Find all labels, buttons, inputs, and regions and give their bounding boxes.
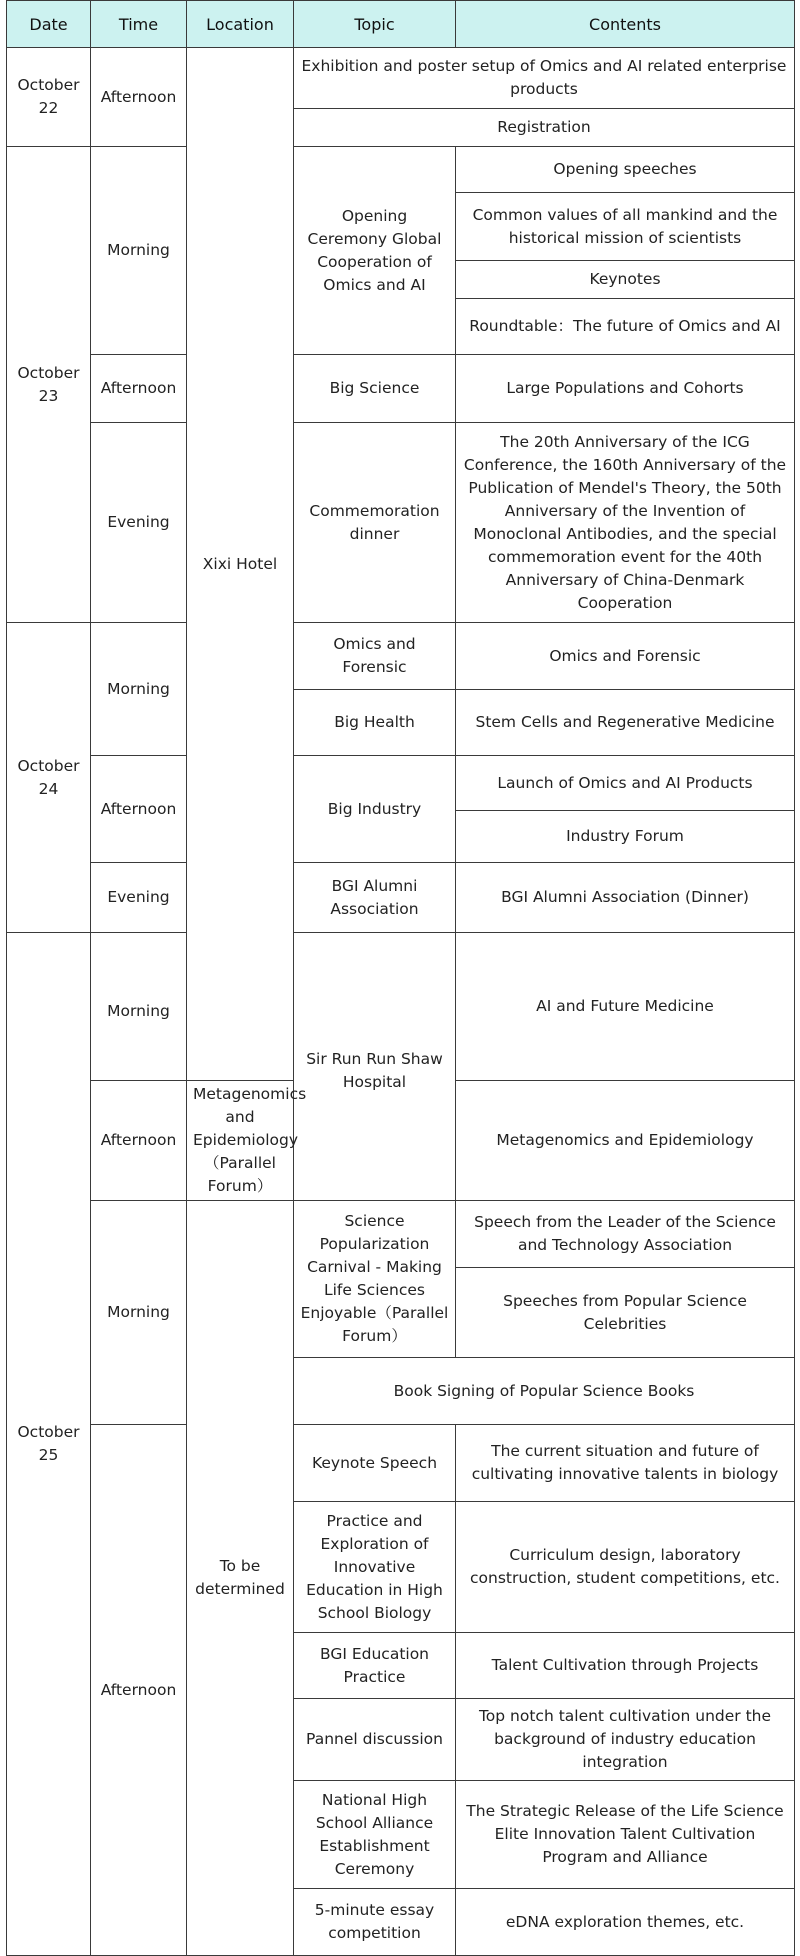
header-time: Time xyxy=(91,1,187,48)
table-row xyxy=(7,355,795,423)
contents-cell: Omics and Forensic xyxy=(456,623,795,690)
date-cell: October 23 xyxy=(7,147,91,623)
topic-cell: Pannel discussion xyxy=(294,1699,456,1781)
table-row xyxy=(7,48,795,109)
header-date: Date xyxy=(7,1,91,48)
table-row xyxy=(7,147,795,193)
table-row xyxy=(7,863,795,933)
topic-cell: Big Industry xyxy=(294,756,456,863)
table-row xyxy=(7,423,795,623)
contents-cell: The current situation and future of cultivating innovative talents in biology xyxy=(456,1425,795,1502)
time-cell: Afternoon xyxy=(91,1425,187,1956)
header-location: Location xyxy=(187,1,294,48)
topic-cell: Metagenomics and Epidemiology（Parallel Forum） xyxy=(187,1081,294,1201)
time-cell: Morning xyxy=(91,623,187,756)
time-cell: Afternoon xyxy=(91,355,187,423)
contents-cell: The 20th Anniversary of the ICG Conference, the 160th Anniversary of the Publication of Mendel's Theory, the 50th Anniversary of the Invention of Monoclonal Antibodies, and the special commemoration event for the 40th Anniversary of China-Denmark Cooperation xyxy=(456,423,795,623)
contents-cell: The Strategic Release of the Life Science Elite Innovation Talent Cultivation Program and Alliance xyxy=(456,1781,795,1889)
date-cell: October 22 xyxy=(7,48,91,147)
time-cell: Morning xyxy=(91,147,187,355)
topic-cell: BGI Education Practice xyxy=(294,1633,456,1699)
contents-cell: Speeches from Popular Science Celebrities xyxy=(456,1268,795,1358)
table-row xyxy=(7,623,795,690)
contents-cell: Metagenomics and Epidemiology xyxy=(456,1081,795,1201)
header-contents: Contents xyxy=(456,1,795,48)
contents-cell: Large Populations and Cohorts xyxy=(456,355,795,423)
table-row xyxy=(7,933,795,1030)
topic-cell: Omics and Forensic xyxy=(294,623,456,690)
location-cell: Sir Run Run Shaw Hospital xyxy=(294,933,456,1201)
topic-cell: Opening Ceremony Global Cooperation of Omics and AI xyxy=(294,147,456,355)
topic-cell: Commemoration dinner xyxy=(294,423,456,623)
contents-cell: Common values of all mankind and the historical mission of scientists xyxy=(456,193,795,261)
topic-cell: 5-minute essay competition xyxy=(294,1889,456,1956)
contents-cell: Launch of Omics and AI Products xyxy=(456,756,795,811)
date-cell: October 24 xyxy=(7,623,91,933)
contents-cell: Keynotes xyxy=(456,261,795,299)
topic-cell: National High School Alliance Establishment Ceremony xyxy=(294,1781,456,1889)
date-cell: October 25 xyxy=(7,933,91,1956)
contents-cell: Roundtable：The future of Omics and AI xyxy=(456,299,795,355)
location-cell: Xixi Hotel xyxy=(187,48,294,1081)
contents-cell: BGI Alumni Association (Dinner) xyxy=(456,863,795,933)
header-row xyxy=(7,1,795,48)
time-cell: Evening xyxy=(91,423,187,623)
time-cell: Morning xyxy=(91,1201,187,1425)
time-cell: Afternoon xyxy=(91,756,187,863)
contents-cell: Opening speeches xyxy=(456,147,795,193)
topic-cell: BGI Alumni Association xyxy=(294,863,456,933)
topic-cell: Practice and Exploration of Innovative Education in High School Biology xyxy=(294,1502,456,1633)
contents-cell: Book Signing of Popular Science Books xyxy=(294,1358,795,1425)
contents-cell: Curriculum design, laboratory construction, student competitions, etc. xyxy=(456,1502,795,1633)
time-cell: Afternoon xyxy=(91,48,187,147)
time-cell: Morning xyxy=(91,933,187,1081)
topic-cell: Keynote Speech xyxy=(294,1425,456,1502)
contents-cell: Registration xyxy=(294,109,795,147)
location-cell: To be determined xyxy=(187,1201,294,1956)
time-cell: Afternoon xyxy=(91,1081,187,1201)
contents-cell: Top notch talent cultivation under the background of industry education integration xyxy=(456,1699,795,1781)
table-row xyxy=(7,1201,795,1268)
header-topic: Topic xyxy=(294,1,456,48)
contents-cell: Exhibition and poster setup of Omics and AI related enterprise products xyxy=(294,48,795,109)
contents-cell: Stem Cells and Regenerative Medicine xyxy=(456,690,795,756)
schedule-table xyxy=(6,0,795,1956)
contents-cell: eDNA exploration themes, etc. xyxy=(456,1889,795,1956)
topic-cell: Big Science xyxy=(294,355,456,423)
topic-cell: AI and Future Medicine xyxy=(456,933,795,1081)
contents-cell: Speech from the Leader of the Science and Technology Association xyxy=(456,1201,795,1268)
table-row xyxy=(7,1425,795,1502)
table-row xyxy=(7,756,795,811)
contents-cell: Industry Forum xyxy=(456,811,795,863)
time-cell: Evening xyxy=(91,863,187,933)
contents-cell: Talent Cultivation through Projects xyxy=(456,1633,795,1699)
topic-cell: Science Popularization Carnival - Making Life Sciences Enjoyable（Parallel Forum） xyxy=(294,1201,456,1358)
topic-cell: Big Health xyxy=(294,690,456,756)
